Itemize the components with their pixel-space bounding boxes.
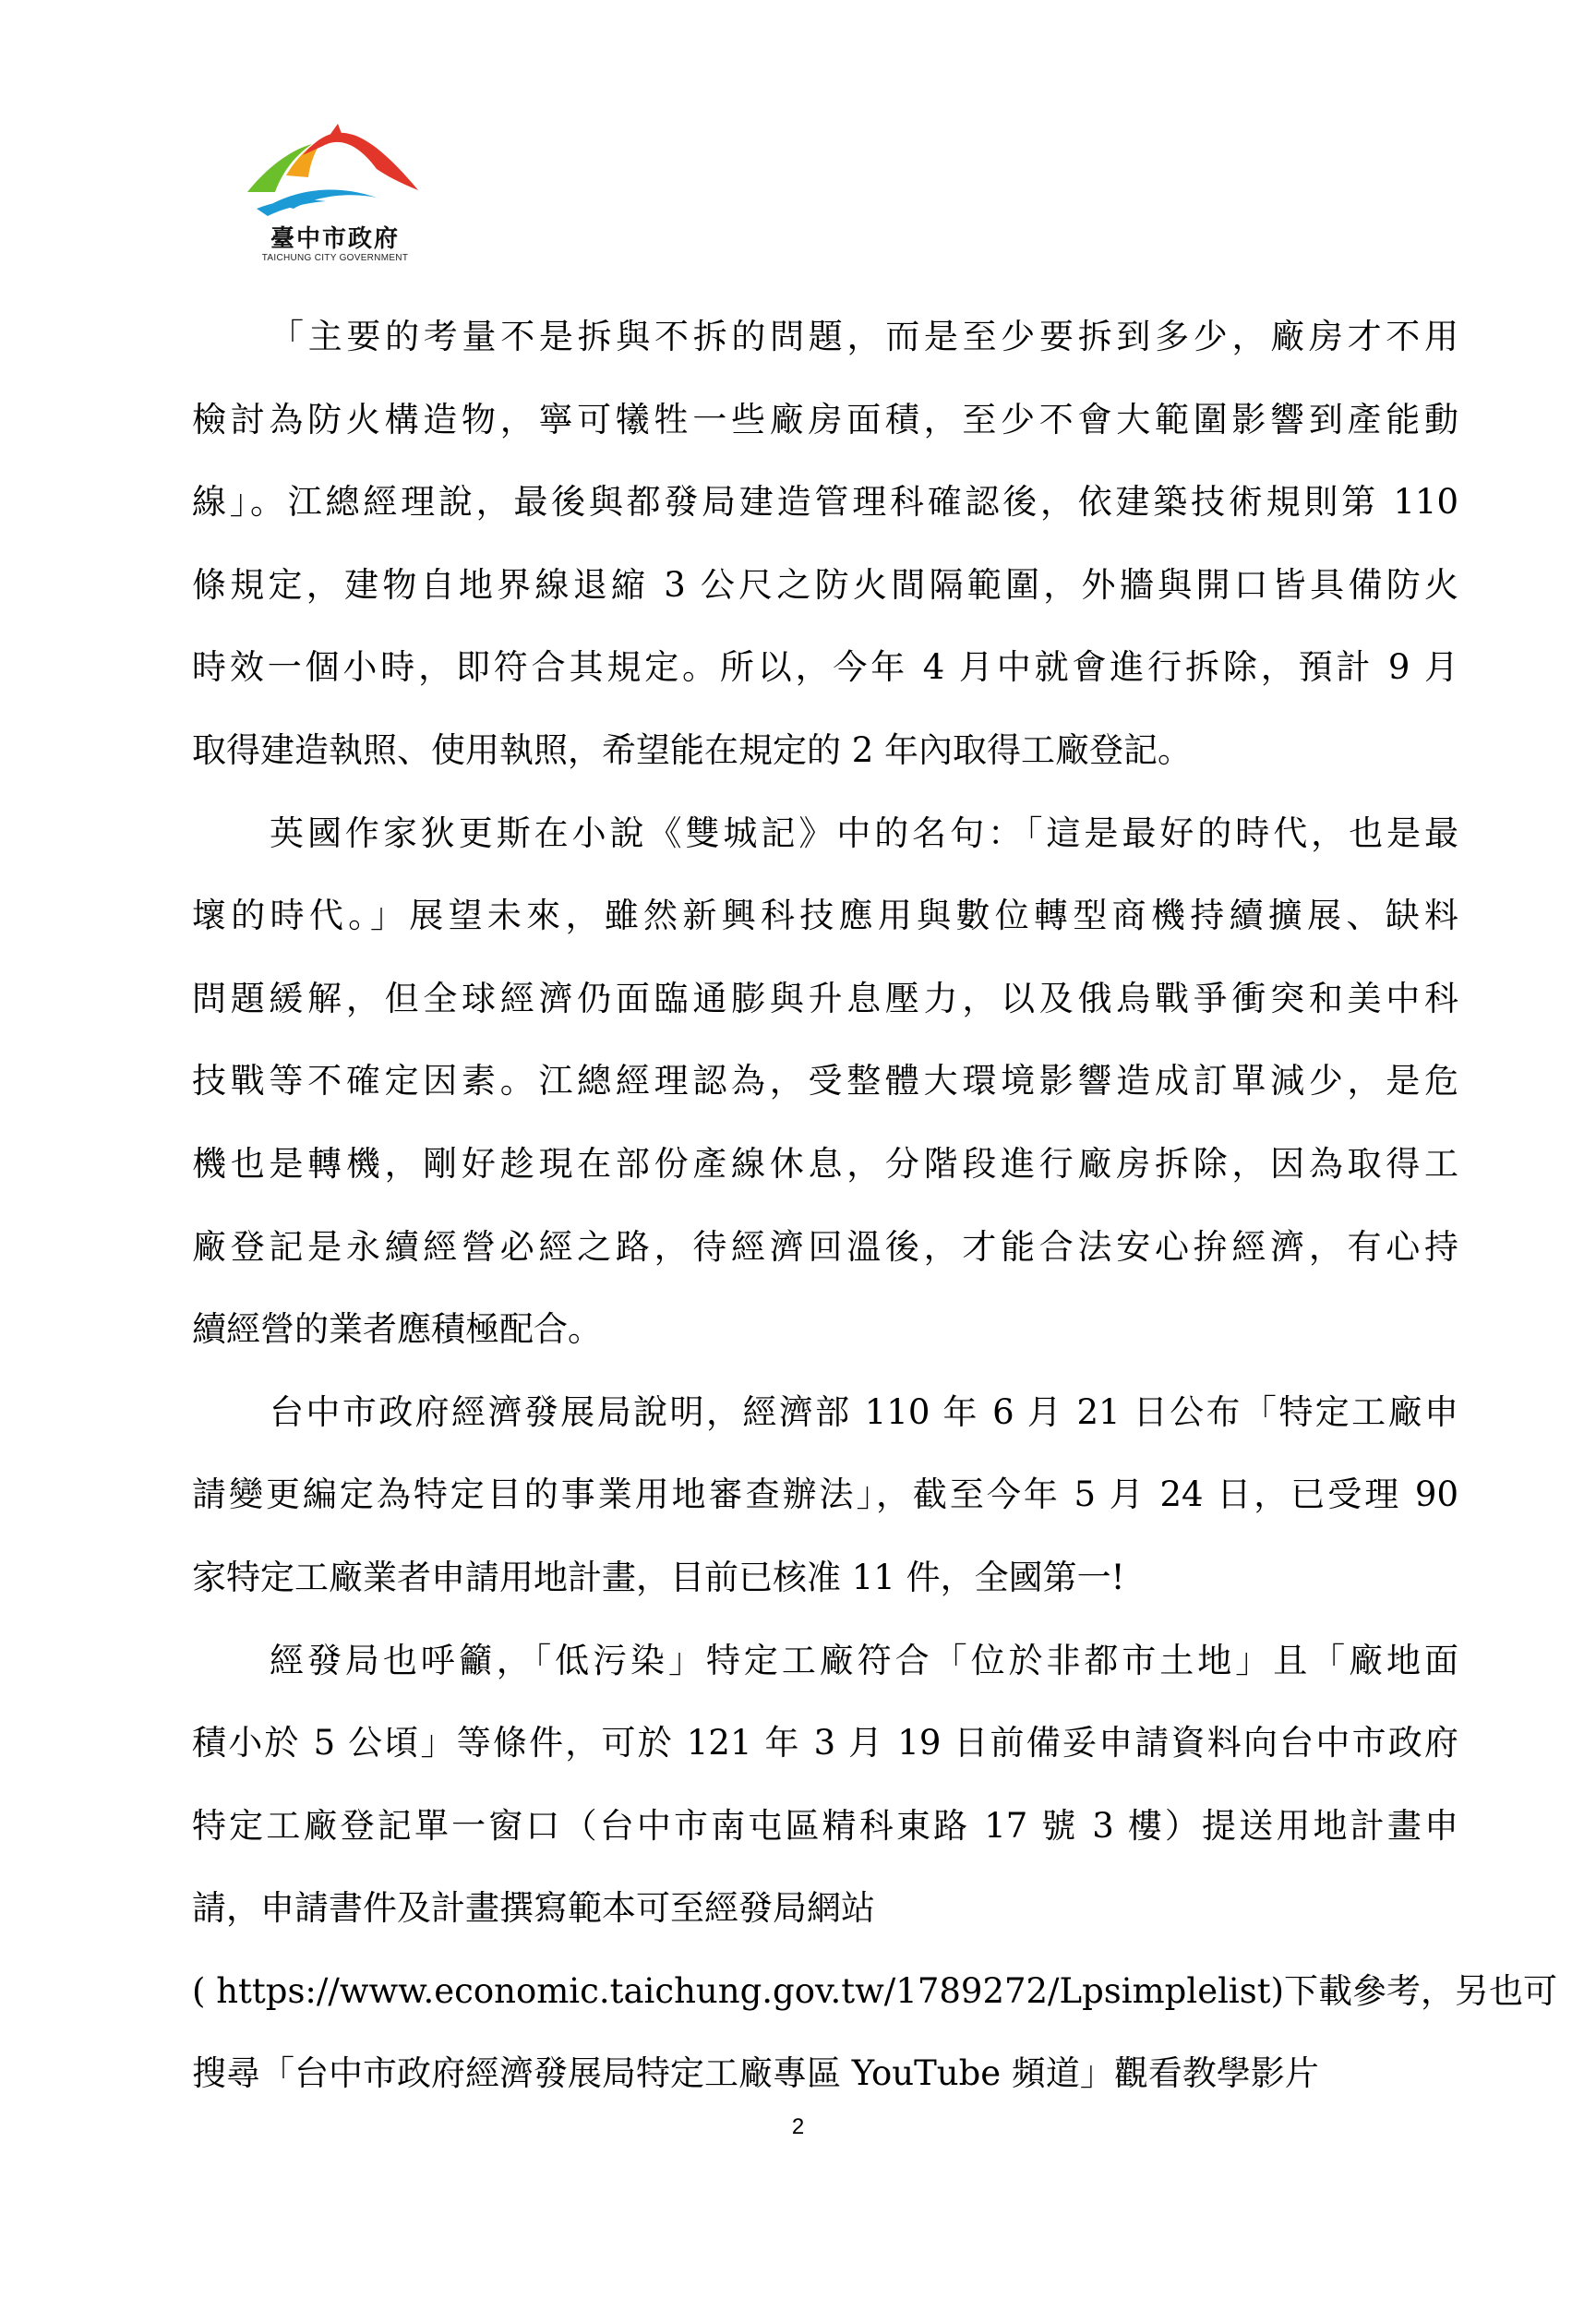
paragraph-line: 壞的時代。」展望未來，雖然新興科技應用與數位轉型商機持續擴展、缺料 (192, 896, 1458, 936)
paragraph-line: 英國作家狄更斯在小說《雙城記》中的名句：「這是最好的時代，也是最 (270, 812, 1458, 853)
page-number: 2 (791, 2114, 805, 2139)
paragraph-line: 經發局也呼籲，「低污染」特定工廠符合「位於非都市土地」且「廠地面 (270, 1640, 1458, 1680)
paragraph-line: 家特定工廠業者申請用地計畫，目前已核准 11 件，全國第一! (192, 1557, 1125, 1597)
logo-english-name: TAICHUNG CITY GOVERNMENT (261, 253, 409, 263)
paragraph-line: 問題緩解，但全球經濟仍面臨通膨與升息壓力，以及俄烏戰爭衝突和美中科 (192, 978, 1458, 1018)
paragraph-line: 積小於 5 公頃」等條件，可於 121 年 3 月 19 日前備妥申請資料向台中市政府 (192, 1723, 1458, 1763)
paragraph-line-with-link: ( https://www.economic.taichung.gov.tw/1789272/Lpsimplelist)下載參考，另也可 (192, 1970, 1558, 2011)
logo-chinese-name: 臺中市政府 (270, 225, 400, 253)
paragraph-line: 時效一個小時，即符合其規定。所以，今年 4 月中就會進行拆除，預計 9 月 (192, 647, 1458, 688)
paragraph-line: 機也是轉機，剛好趁現在部份產線休息，分階段進行廠房拆除，因為取得工 (192, 1143, 1458, 1184)
paragraph-line: 廠登記是永續經營必經之路，待經濟回溫後，才能合法安心拚經濟，有心持 (192, 1226, 1458, 1267)
paragraph-line: 搜尋「台中市政府經濟發展局特定工廠專區 YouTube 頻道」觀看教學影片 (192, 2053, 1319, 2094)
paragraph-line: 檢討為防火構造物，寧可犧牲一些廠房面積，至少不會大範圍影響到產能動 (192, 399, 1458, 439)
paragraph-line: 線」。江總經理說，最後與都發局建造管理科確認後，依建築技術規則第 110 (192, 482, 1458, 523)
paragraph-line: 請變更編定為特定目的事業用地審查辦法」，截至今年 5 月 24 日，已受理 90 (192, 1474, 1458, 1515)
paragraph-line: 條規定，建物自地界線退縮 3 公尺之防火間隔範圍，外牆與開口皆具備防火 (192, 564, 1458, 605)
paragraph-line: 取得建造執照、使用執照，希望能在規定的 2 年內取得工廠登記。 (192, 729, 1193, 770)
paragraph-line: 「主要的考量不是拆與不拆的問題，而是至少要拆到多少，廠房才不用 (270, 317, 1458, 356)
logo-emblem-icon (238, 118, 423, 220)
document-body (192, 295, 1558, 2115)
paragraph-line: 請，申請書件及計畫撰寫範本可至經發局網站 (192, 1888, 875, 1929)
paragraph-line: 續經營的業者應積極配合。 (192, 1309, 602, 1350)
city-government-logo (238, 118, 423, 266)
paragraph-line: 技戰等不確定因素。江總經理認為，受整體大環境影響造成訂單減少，是危 (192, 1061, 1458, 1101)
paragraph-line: 特定工廠登記單一窗口（台中市南屯區精科東路 17 號 3 樓）提送用地計畫申 (192, 1805, 1458, 1846)
paragraph-line: 台中市政府經濟發展局說明，經濟部 110 年 6 月 21 日公布「特定工廠申 (270, 1391, 1458, 1432)
